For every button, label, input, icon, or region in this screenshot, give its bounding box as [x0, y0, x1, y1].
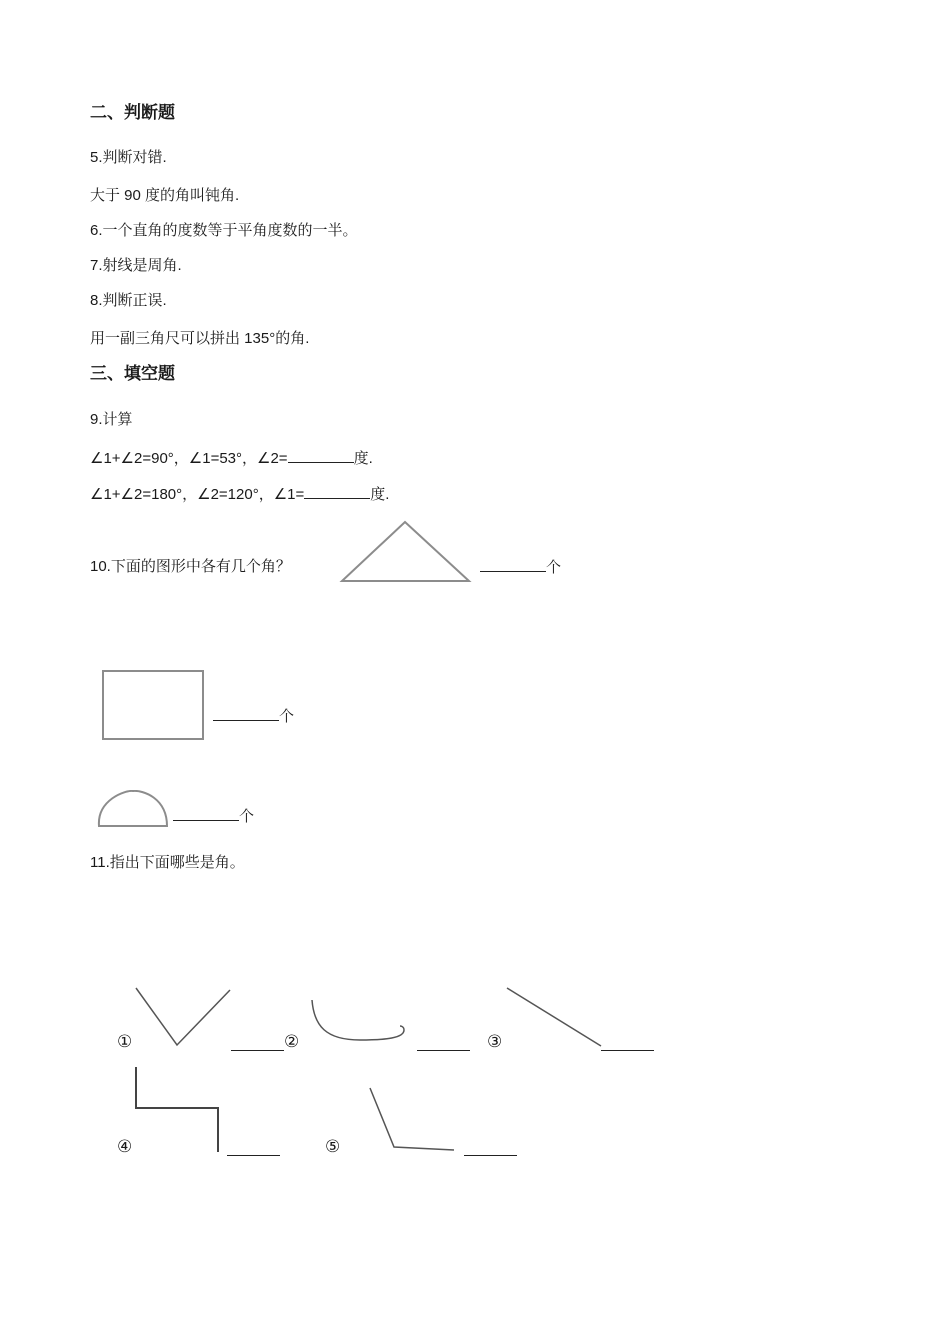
q8-label: 8.判断正误.	[90, 292, 167, 309]
mark-2: ②	[284, 1032, 300, 1051]
triangle-figure	[338, 518, 474, 586]
q10-blank-semicircle[interactable]	[173, 806, 239, 821]
q10-blank-rectangle[interactable]	[213, 706, 279, 721]
q9-blank2[interactable]	[304, 484, 370, 499]
q10-answer-triangle	[480, 557, 561, 578]
unit-triangle: 个	[546, 559, 562, 576]
figure-4-step	[130, 1064, 224, 1154]
unit-semicircle: 个	[239, 808, 255, 825]
mark-3: ③	[487, 1032, 503, 1051]
q11-text: 11.指出下面哪些是角。	[90, 854, 245, 871]
q11-blank-1[interactable]	[231, 1050, 284, 1051]
mark-4: ④	[117, 1137, 133, 1156]
q10-answer-rectangle	[213, 706, 294, 727]
q9-label: 9.计算	[90, 411, 133, 428]
q9-line1-prefix: ∠1+∠2=90°，∠1=53°，∠2=	[90, 450, 288, 467]
q11-blank-2[interactable]	[417, 1050, 470, 1051]
figure-5-angle	[364, 1084, 460, 1154]
q6-statement: 6.一个直角的度数等于平角度数的一半。	[90, 222, 358, 239]
q5-label: 5.判断对错.	[90, 149, 167, 166]
q9-line2	[90, 484, 389, 505]
section-title-fill-blank: 三、填空题	[90, 364, 175, 383]
q10-text: 10.下面的图形中各有几个角？	[90, 558, 291, 575]
figure-3-ray	[503, 984, 607, 1050]
q11-blank-5[interactable]	[464, 1155, 517, 1156]
q9-line2-prefix: ∠1+∠2=180°，∠2=120°，∠1=	[90, 486, 305, 503]
q11-blank-3[interactable]	[601, 1050, 654, 1051]
q10-blank-triangle[interactable]	[480, 557, 546, 572]
q7-statement: 7.射线是周角.	[90, 257, 182, 274]
rectangle-figure	[100, 668, 206, 742]
q9-blank1[interactable]	[288, 448, 354, 463]
q5-statement: 大于 90 度的角叫钝角.	[90, 187, 240, 204]
q9-line1-suffix: 度.	[353, 450, 373, 467]
figure-2-curve	[306, 996, 410, 1048]
figure-1-v-angle	[130, 985, 234, 1049]
mark-1: ①	[117, 1032, 133, 1051]
mark-5: ⑤	[325, 1137, 341, 1156]
unit-rectangle: 个	[279, 708, 295, 725]
q8-statement: 用一副三角尺可以拼出 135°的角.	[90, 330, 310, 347]
q11-blank-4[interactable]	[227, 1155, 280, 1156]
semicircle-figure	[95, 790, 171, 830]
q9-line1	[90, 448, 373, 469]
q10-answer-semicircle	[173, 806, 254, 827]
section-title-judgement: 二、判断题	[90, 103, 175, 122]
q9-line2-suffix: 度.	[370, 486, 390, 503]
